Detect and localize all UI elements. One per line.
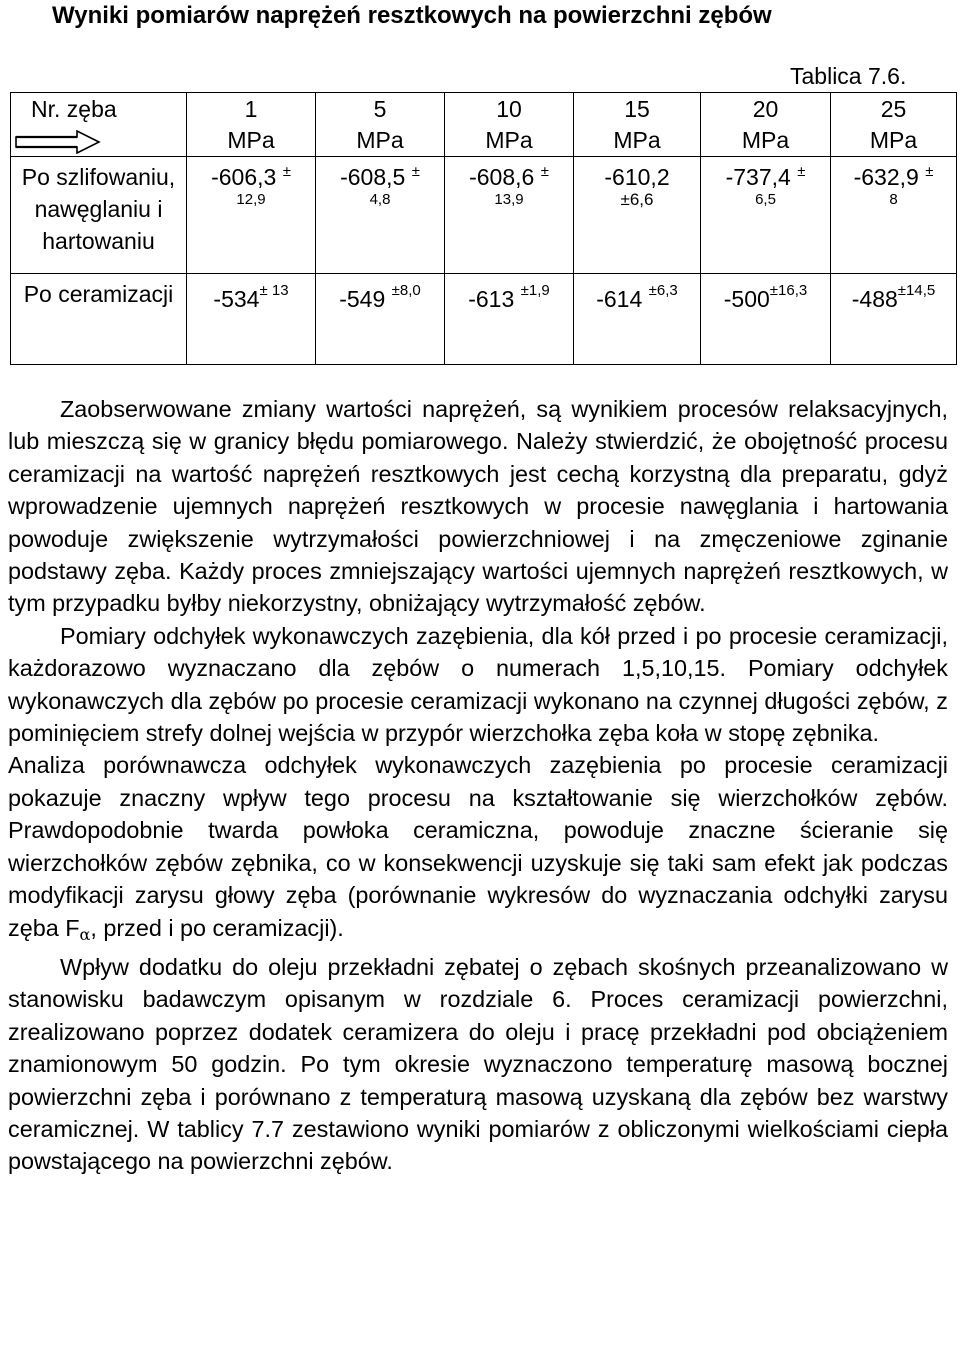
table-cell [445,157,574,274]
row-label: Po szlifowaniu, nawęglaniu i hartowaniu [11,157,187,274]
paragraph: Pomiary odchyłek wykonawczych zazębienia, dla kół przed i po procesie ceramizacji, każdorazowo wyznaczano dla zębów o numerach 1,5,10,15. Pomiary odchyłek wykonawczych dla zębów po procesie ceramizacji wykonano na czynnej długości zębów, z pominięciem strefy dolnej wejścia w przypór wierzchołka zęba koła w stopę zębnika. [8,622,948,747]
tooth-number: 20 [752,96,779,122]
error-value: 13,9 [494,191,524,208]
stress-value: -608,6 [469,164,535,190]
error-value: 12,9 [236,191,266,208]
plus-minus: ± [540,163,549,180]
table-caption: Tablica 7.6. [790,63,907,89]
residual-stress-table [10,92,957,365]
table-cell [445,274,574,365]
table-cell [701,157,831,274]
error-value: 4,8 [369,191,391,208]
table-cell [574,157,701,274]
uncertainty: ±16,3 [769,282,808,299]
plus-minus: ± [925,163,934,180]
unit-label: MPa [741,127,790,153]
stress-value: -613 [468,286,515,312]
column-header [316,93,445,157]
table-cell [701,274,831,365]
table-cell [187,274,316,365]
table-cell [831,157,957,274]
unit-label: MPa [356,127,404,153]
stress-value: -488 [851,286,898,312]
column-header [831,93,957,157]
error-value: 8 [889,191,898,208]
tooth-number: 10 [496,96,522,122]
tooth-number: 25 [880,96,907,122]
error-value: ±6,6 [620,190,654,209]
uncertainty: ±8,0 [391,282,421,299]
table-cell [316,274,445,365]
column-header [574,93,701,157]
table-row [11,157,957,274]
stress-value: -608,5 [340,164,406,190]
table-row [11,274,957,365]
unit-label: MPa [227,127,275,153]
uncertainty: ±14,5 [897,282,936,299]
paragraph: Wpływ dodatku do oleju przekładni zębatej o zębach skośnych przeanalizowano w stanowisku badawczym opisanym w rozdziale 6. Proces ceramizacji powierzchni, zrealizowano poprzez dodatek ceramizera do oleju i pracę przekładni pod obciążeniem znamionowym 50 godzin. Po tym okresie wyznaczono temperaturę masową bocznej powierzchni zęba i porównano z temperaturą masową uzyskaną dla zębów bez warstwy ceramicznej. W tablicy 7.7 zestawiono wyniki pomiarów z obliczonymi wielkościami ciepła powstającego na powierzchni zębów. [8,953,948,1175]
plus-minus: ± [411,163,420,180]
uncertainty: ±1,9 [520,282,550,299]
tooth-number: 5 [373,96,387,122]
table-cell [187,157,316,274]
uncertainty: ± 13 [259,282,289,299]
arrow-right-icon [15,130,101,154]
header-label-cell [11,93,187,157]
column-header [701,93,831,157]
tooth-number: 15 [624,96,650,122]
table-cell [574,274,701,365]
table-cell [831,274,957,365]
stress-value: -614 [596,286,643,312]
column-header [187,93,316,157]
tooth-number: 1 [244,96,258,122]
table-header-row [11,93,957,157]
stress-value: -632,9 [853,164,919,190]
page-title: Wyniki pomiarów naprężeń resztkowych na powierzchni zębów [52,2,772,29]
stress-value: -500 [723,286,770,312]
stress-value: -737,4 [725,164,791,190]
stress-value: -534 [213,286,260,312]
unit-label: MPa [869,127,918,153]
table-cell [316,157,445,274]
stress-value: -610,2 [604,164,670,190]
unit-label: MPa [485,127,533,153]
alpha-subscript: α [79,924,91,944]
error-value: 6,5 [755,191,776,208]
paragraph-text: Analiza porównawcza odchyłek wykonawczych zazębienia po procesie ceramizacji pokazuje znaczny wpływ tego procesu na kształtowanie się wierzchołków zębów. Prawdopodobnie twarda powłoka ceramiczna, powoduje znaczne ścieranie się wierzchołków zębów zębnika, co w konsekwencji uzyskuje się taki sam efekt jak podczas modyfikacji zarysu głowy zęba (porównanie wykresów do wyznaczania odchyłki zarysu zęba F [8,752,948,941]
paragraph-text: , przed i po ceramizacji). [90,914,344,941]
paragraph: Zaobserwowane zmiany wartości naprężeń, są wynikiem procesów relaksacyjnych, lub mieszczą się w granicy błędu pomiarowego. Należy stwierdzić, że obojętność procesu ceramizacji na wartość naprężeń resztkowych jest cechą korzystną dla preparatu, gdyż wprowadzenie ujemnych naprężeń resztkowych w procesie nawęglania i hartowania powoduje zwiększenie wytrzymałości powierzchniowej i na zmęczeniowe zginanie podstawy zęba. Każdy proces zmniejszający wartości ujemnych naprężeń resztkowych, w tym przypadku byłby niekorzystny, obniżający wytrzymałość zębów. [8,396,948,617]
stress-value: -606,3 [211,164,277,190]
plus-minus: ± [282,163,291,180]
row-label: Po ceramizacji [11,274,187,365]
body-text [8,393,948,1178]
plus-minus: ± [797,163,806,180]
stress-value: -549 [339,286,386,312]
unit-label: MPa [613,127,661,153]
header-label: Nr. zęba [31,96,117,122]
paragraph [8,749,948,950]
column-header [445,93,574,157]
uncertainty: ±6,3 [648,282,678,299]
